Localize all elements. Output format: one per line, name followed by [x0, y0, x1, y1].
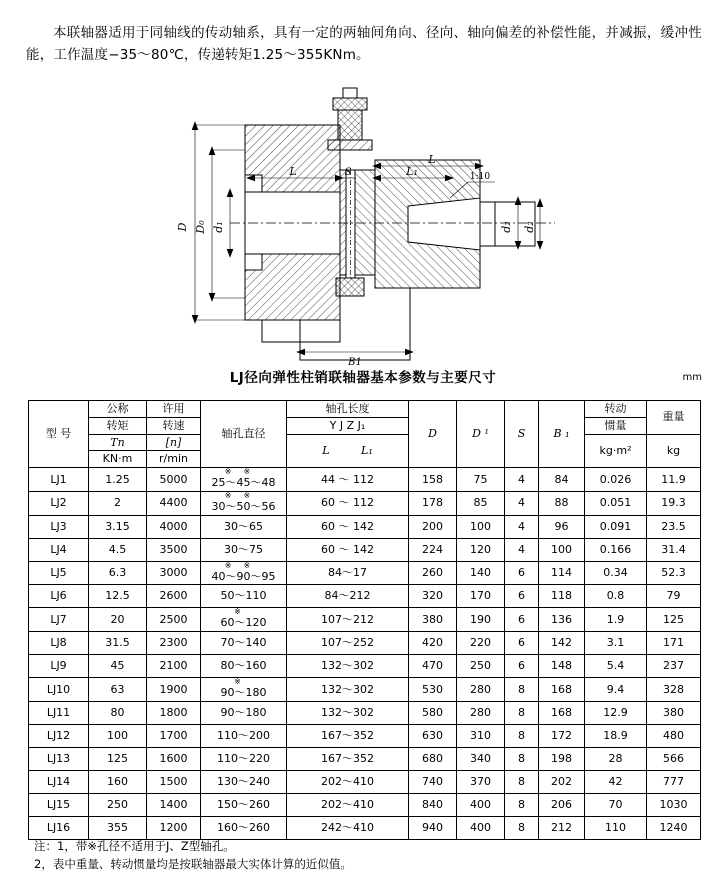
cell-S: 8 — [505, 793, 539, 816]
cell-bore-length: 44 ～ 112 — [287, 468, 409, 492]
cell-weight: 380 — [647, 701, 701, 724]
cell-bore-diameter — [201, 491, 287, 515]
table-row — [29, 793, 701, 816]
cell-model: LJ6 — [29, 585, 89, 608]
cell-D1: 190 — [457, 608, 505, 632]
cell-bore-length: 132～302 — [287, 655, 409, 678]
cell-B1: 148 — [539, 655, 585, 678]
cell-D: 380 — [409, 608, 457, 632]
cell-S: 8 — [505, 770, 539, 793]
cell-speed: 3000 — [147, 561, 201, 585]
cell-speed: 3500 — [147, 538, 201, 561]
cell-S: 6 — [505, 632, 539, 655]
table-notes — [34, 838, 352, 874]
cell-B1: 172 — [539, 724, 585, 747]
cell-speed: 5000 — [147, 468, 201, 492]
cell-D: 158 — [409, 468, 457, 492]
cell-torque: 2 — [89, 491, 147, 515]
cell-torque: 20 — [89, 608, 147, 632]
cell-weight: 52.3 — [647, 561, 701, 585]
header-bore-length-sub — [287, 434, 409, 468]
header-B1: B ₁ — [539, 401, 585, 468]
cell-speed: 1400 — [147, 793, 201, 816]
cell-bore-length: 202～410 — [287, 770, 409, 793]
cell-bore-length: 60 ～ 112 — [287, 491, 409, 515]
header-speed-symbol: [n] — [147, 434, 201, 451]
table-row — [29, 770, 701, 793]
svg-text:S: S — [344, 167, 352, 178]
cell-weight: 480 — [647, 724, 701, 747]
cell-bore-diameter — [201, 608, 287, 632]
cell-bore-length: 84～17 — [287, 561, 409, 585]
cell-model: LJ7 — [29, 608, 89, 632]
cell-S: 8 — [505, 747, 539, 770]
cell-torque: 6.3 — [89, 561, 147, 585]
cell-model: LJ14 — [29, 770, 89, 793]
cell-weight: 777 — [647, 770, 701, 793]
cell-B1: 88 — [539, 491, 585, 515]
cell-bore-diameter — [201, 561, 287, 585]
cell-D1: 75 — [457, 468, 505, 492]
cell-D1: 400 — [457, 816, 505, 839]
cell-inertia: 28 — [585, 747, 647, 770]
cell-model: LJ11 — [29, 701, 89, 724]
cell-D: 178 — [409, 491, 457, 515]
cell-speed: 4000 — [147, 515, 201, 538]
cell-bore-diameter — [201, 678, 287, 702]
cell-speed: 1600 — [147, 747, 201, 770]
cell-S: 4 — [505, 515, 539, 538]
cell-model: LJ2 — [29, 491, 89, 515]
svg-text:D: D — [176, 222, 189, 232]
header-D: D — [409, 401, 457, 468]
table-row — [29, 747, 701, 770]
unit-note: mm — [682, 372, 702, 383]
cell-S: 4 — [505, 468, 539, 492]
spec-table-body — [29, 468, 701, 840]
coupling-assembly-drawing — [150, 70, 580, 368]
cell-weight: 1240 — [647, 816, 701, 839]
cell-bore-length: 107～252 — [287, 632, 409, 655]
cell-torque: 12.5 — [89, 585, 147, 608]
cell-B1: 114 — [539, 561, 585, 585]
spec-table-wrapper — [28, 400, 700, 840]
cell-bore-length: 202～410 — [287, 793, 409, 816]
cell-D: 740 — [409, 770, 457, 793]
cell-S: 8 — [505, 678, 539, 702]
bore-value: 30～50～56 — [211, 499, 276, 513]
cell-torque: 355 — [89, 816, 147, 839]
bore-value: 25～45～48 — [211, 476, 276, 489]
cell-B1: 206 — [539, 793, 585, 816]
cell-speed: 1800 — [147, 701, 201, 724]
cell-S: 4 — [505, 491, 539, 515]
cell-bore-diameter: 80～160 — [201, 655, 287, 678]
cell-B1: 142 — [539, 632, 585, 655]
cell-B1: 96 — [539, 515, 585, 538]
cell-D1: 250 — [457, 655, 505, 678]
cell-D: 530 — [409, 678, 457, 702]
cell-D1: 370 — [457, 770, 505, 793]
table-row — [29, 816, 701, 839]
table-row — [29, 608, 701, 632]
cell-inertia: 0.026 — [585, 468, 647, 492]
cell-torque: 45 — [89, 655, 147, 678]
header-inertia-2: 惯量 — [585, 417, 647, 434]
header-inertia-1: 转动 — [585, 401, 647, 418]
table-row — [29, 561, 701, 585]
cell-B1: 212 — [539, 816, 585, 839]
cell-D: 224 — [409, 538, 457, 561]
cell-model: LJ10 — [29, 678, 89, 702]
svg-text:d₁: d₁ — [212, 221, 225, 233]
header-L: L — [322, 443, 330, 457]
cell-D1: 340 — [457, 747, 505, 770]
cell-model: LJ8 — [29, 632, 89, 655]
bore-value: 90～180 — [220, 686, 267, 699]
bore-star-marks: ※※ — [224, 560, 263, 570]
cell-inertia: 0.8 — [585, 585, 647, 608]
cell-D1: 280 — [457, 701, 505, 724]
cell-model: LJ3 — [29, 515, 89, 538]
cell-bore-length: 242～410 — [287, 816, 409, 839]
cell-speed: 1500 — [147, 770, 201, 793]
cell-D: 420 — [409, 632, 457, 655]
cell-bore-diameter: 50～110 — [201, 585, 287, 608]
table-row — [29, 515, 701, 538]
cell-bore-length: 84～212 — [287, 585, 409, 608]
cell-inertia: 3.1 — [585, 632, 647, 655]
cell-B1: 168 — [539, 678, 585, 702]
cell-D1: 170 — [457, 585, 505, 608]
cell-inertia: 9.4 — [585, 678, 647, 702]
header-L1: L₁ — [361, 443, 373, 457]
cell-inertia: 1.9 — [585, 608, 647, 632]
cell-model: LJ1 — [29, 468, 89, 492]
cell-bore-length: 132～302 — [287, 678, 409, 702]
cell-weight: 79 — [647, 585, 701, 608]
cell-B1: 118 — [539, 585, 585, 608]
cell-torque: 250 — [89, 793, 147, 816]
cell-bore-diameter: 160～260 — [201, 816, 287, 839]
cell-S: 8 — [505, 724, 539, 747]
cell-weight: 171 — [647, 632, 701, 655]
header-model: 型 号 — [29, 401, 89, 468]
cell-bore-diameter: 130～240 — [201, 770, 287, 793]
cell-inertia: 110 — [585, 816, 647, 839]
cell-speed: 2300 — [147, 632, 201, 655]
cell-weight: 31.4 — [647, 538, 701, 561]
cell-D1: 100 — [457, 515, 505, 538]
cell-weight: 19.3 — [647, 491, 701, 515]
cell-inertia: 70 — [585, 793, 647, 816]
cell-B1: 168 — [539, 701, 585, 724]
table-row — [29, 655, 701, 678]
cell-bore-length: 60 ～ 142 — [287, 538, 409, 561]
cell-weight: 1030 — [647, 793, 701, 816]
cell-bore-length: 167～352 — [287, 724, 409, 747]
cell-speed: 1900 — [147, 678, 201, 702]
svg-text:d₂: d₂ — [523, 221, 536, 233]
header-speed-unit: r/min — [147, 451, 201, 468]
table-row — [29, 724, 701, 747]
svg-text:d₂: d₂ — [500, 221, 513, 233]
table-row — [29, 632, 701, 655]
cell-D: 680 — [409, 747, 457, 770]
cell-D: 840 — [409, 793, 457, 816]
cell-model: LJ4 — [29, 538, 89, 561]
cell-speed: 2500 — [147, 608, 201, 632]
cell-bore-diameter: 150～260 — [201, 793, 287, 816]
cell-D1: 140 — [457, 561, 505, 585]
cell-inertia: 0.051 — [585, 491, 647, 515]
cell-B1: 100 — [539, 538, 585, 561]
cell-D1: 310 — [457, 724, 505, 747]
cell-D: 470 — [409, 655, 457, 678]
cell-D1: 400 — [457, 793, 505, 816]
bore-star-marks: ※※ — [224, 467, 263, 476]
cell-torque: 100 — [89, 724, 147, 747]
cell-bore-length: 132～302 — [287, 701, 409, 724]
cell-weight: 11.9 — [647, 468, 701, 492]
spec-table — [28, 400, 701, 840]
cell-torque: 63 — [89, 678, 147, 702]
table-row — [29, 491, 701, 515]
cell-inertia: 0.091 — [585, 515, 647, 538]
cell-inertia: 0.34 — [585, 561, 647, 585]
cell-inertia: 18.9 — [585, 724, 647, 747]
cell-bore-diameter: 110～220 — [201, 747, 287, 770]
cell-bore-diameter: 70～140 — [201, 632, 287, 655]
cell-inertia: 0.166 — [585, 538, 647, 561]
header-bore-diameter: 轴孔直径 — [201, 401, 287, 468]
svg-text:L₁: L₁ — [406, 165, 418, 178]
bore-star-marks: ※ — [234, 607, 253, 617]
cell-inertia: 42 — [585, 770, 647, 793]
cell-D1: 220 — [457, 632, 505, 655]
table-row — [29, 701, 701, 724]
header-inertia-unit: kg·m² — [585, 434, 647, 468]
header-torque-1: 公称 — [89, 401, 147, 418]
cell-S: 6 — [505, 655, 539, 678]
cell-model: LJ15 — [29, 793, 89, 816]
cell-D: 260 — [409, 561, 457, 585]
intro-paragraph: 本联轴器适用于同轴线的传动轴系，具有一定的两轴间角向、径向、轴向偏差的补偿性能，并减振，缓冲性能，工作温度−35～80℃，传递转矩1.25～355KNm。 — [26, 24, 702, 63]
cell-B1: 202 — [539, 770, 585, 793]
header-weight-unit: kg — [647, 434, 701, 468]
cell-bore-length: 60 ～ 142 — [287, 515, 409, 538]
cell-model: LJ13 — [29, 747, 89, 770]
cell-bore-diameter: 30～65 — [201, 515, 287, 538]
cell-model: LJ12 — [29, 724, 89, 747]
cell-D: 630 — [409, 724, 457, 747]
svg-text:L: L — [428, 153, 436, 166]
header-bore-length: 轴孔长度 — [287, 401, 409, 418]
cell-weight: 23.5 — [647, 515, 701, 538]
cell-S: 8 — [505, 701, 539, 724]
header-weight-1: 重量 — [647, 401, 701, 435]
header-S: S — [505, 401, 539, 468]
cell-bore-diameter: 90～180 — [201, 701, 287, 724]
bore-value: 40～90～95 — [211, 569, 276, 583]
cell-bore-diameter: 30～75 — [201, 538, 287, 561]
cell-B1: 136 — [539, 608, 585, 632]
cell-D: 320 — [409, 585, 457, 608]
svg-text:D₀: D₀ — [194, 220, 207, 234]
header-torque-unit: KN·m — [89, 451, 147, 468]
cell-speed: 4400 — [147, 491, 201, 515]
cell-inertia: 12.9 — [585, 701, 647, 724]
table-row — [29, 468, 701, 492]
table-row — [29, 538, 701, 561]
cell-torque: 160 — [89, 770, 147, 793]
cell-B1: 84 — [539, 468, 585, 492]
bore-star-marks: ※ — [234, 677, 253, 686]
note-2: 2，表中重量、转动惯量均是按联轴器最大实体计算的近似值。 — [34, 856, 352, 871]
svg-text:L: L — [289, 165, 297, 178]
table-caption: LJ径向弹性柱销联轴器基本参数与主要尺寸 — [229, 370, 497, 386]
cell-S: 4 — [505, 538, 539, 561]
cell-bore-length: 167～352 — [287, 747, 409, 770]
cell-torque: 3.15 — [89, 515, 147, 538]
cell-weight: 566 — [647, 747, 701, 770]
cell-weight: 328 — [647, 678, 701, 702]
cell-S: 8 — [505, 816, 539, 839]
svg-text:B1: B1 — [348, 357, 362, 368]
cell-S: 6 — [505, 585, 539, 608]
svg-text:1:10: 1:10 — [469, 172, 491, 182]
cell-D: 200 — [409, 515, 457, 538]
table-row — [29, 678, 701, 702]
cell-B1: 198 — [539, 747, 585, 770]
cell-S: 6 — [505, 608, 539, 632]
header-torque-2: 转矩 — [89, 417, 147, 434]
table-row — [29, 585, 701, 608]
cell-speed: 2600 — [147, 585, 201, 608]
cell-speed: 1700 — [147, 724, 201, 747]
cell-S: 6 — [505, 561, 539, 585]
cell-torque: 1.25 — [89, 468, 147, 492]
cell-torque: 31.5 — [89, 632, 147, 655]
cell-D: 940 — [409, 816, 457, 839]
cell-speed: 1200 — [147, 816, 201, 839]
cell-torque: 80 — [89, 701, 147, 724]
note-1: 注：1，带※孔径不适用于J、Z型轴孔。 — [34, 839, 235, 853]
cell-D1: 85 — [457, 491, 505, 515]
cell-model: LJ16 — [29, 816, 89, 839]
cell-bore-length: 107～212 — [287, 608, 409, 632]
cell-bore-diameter — [201, 468, 287, 492]
header-speed-2: 转速 — [147, 417, 201, 434]
cell-weight: 125 — [647, 608, 701, 632]
bore-star-marks: ※※ — [224, 490, 263, 500]
header-D1: D ¹ — [457, 401, 505, 468]
header-bore-length-types: Y J Z J₁ — [287, 417, 409, 434]
header-speed-1: 许用 — [147, 401, 201, 418]
cell-model: LJ9 — [29, 655, 89, 678]
cell-speed: 2100 — [147, 655, 201, 678]
cell-torque: 125 — [89, 747, 147, 770]
cell-bore-diameter: 110～200 — [201, 724, 287, 747]
cell-torque: 4.5 — [89, 538, 147, 561]
cell-D1: 120 — [457, 538, 505, 561]
cell-model: LJ5 — [29, 561, 89, 585]
cell-inertia: 5.4 — [585, 655, 647, 678]
cell-weight: 237 — [647, 655, 701, 678]
bore-value: 60～120 — [220, 616, 267, 630]
cell-D1: 280 — [457, 678, 505, 702]
cell-D: 580 — [409, 701, 457, 724]
header-torque-symbol: Tn — [89, 434, 147, 451]
